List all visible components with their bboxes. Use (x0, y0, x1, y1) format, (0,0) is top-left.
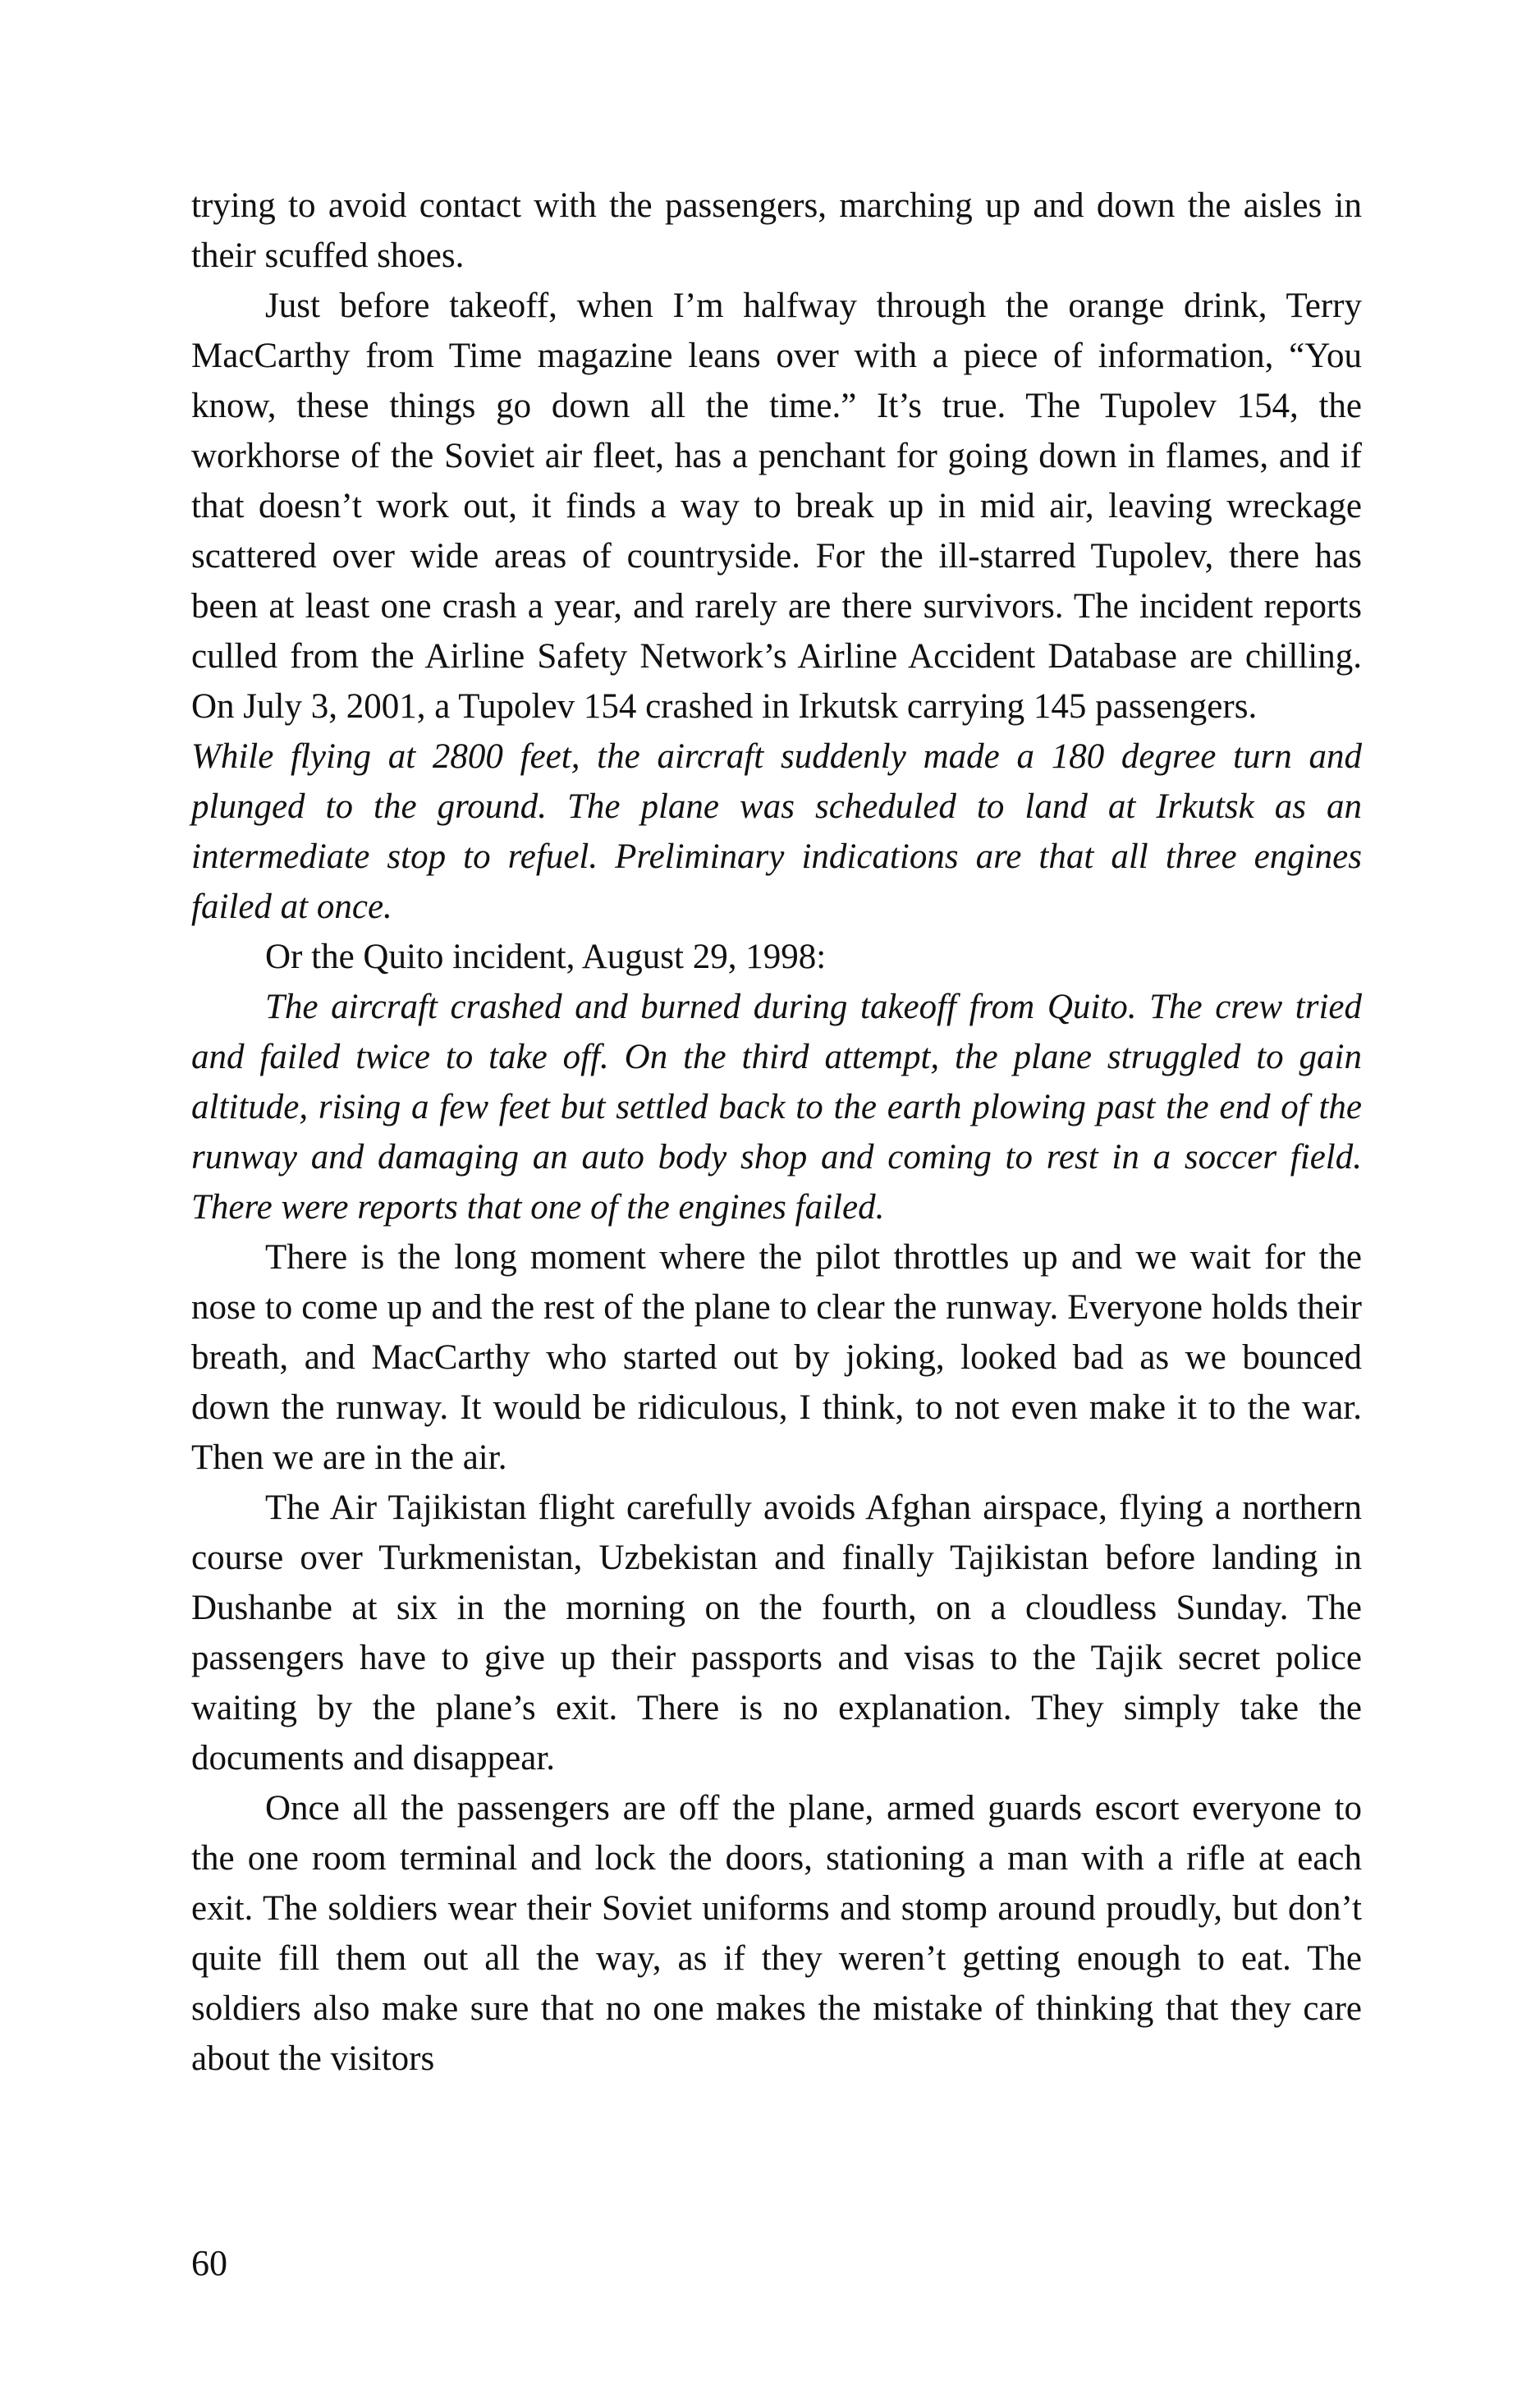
paragraph-continuation: trying to avoid contact with the passengers, marching up and down the aisles in their scuffed shoes. (191, 186, 1362, 275)
paragraph-takeoff: Just before takeoff, when I’m halfway through the orange drink, Terry MacCarthy from Time magazine leans over with a piece of information, “You know, these things go down all the time.” It’s true. The Tupolev 154, the workhorse of the Soviet air fleet, has a penchant for going down in flames, and if that doesn’t work out, it finds a way to break up in mid air, leaving wreckage scattered over wide areas of countryside. For the ill-starred Tupolev, there has been at least one crash a year, and rarely are there survivors. The incident reports culled from the Airline Safety Network’s Airline Accident Database are chilling. On July 3, 2001, a Tupolev 154 crashed in Irkutsk carrying 145 passengers. (191, 287, 1362, 726)
paragraph-throttle: There is the long moment where the pilot throttles up and we wait for the nose to come up and the rest of the plane to clear the runway. Everyone holds their breath, and MacCarthy who started out by joking, looked bad as we bounced down the runway. It would be ridiculous, I think, to not even make it to the war. Then we are in the air. (191, 1238, 1362, 1477)
paragraph-terminal: Once all the passengers are off the plane, armed guards escort everyone to the one room terminal and lock the doors, stationing a man with a rifle at each exit. The soldiers wear their Soviet uniforms and stomp around proudly, but don’t quite fill them out all the way, as if they weren’t getting enough to eat. The soldiers also make sure that no one makes the mistake of thinking that they care about the visitors (191, 1789, 1362, 2078)
paragraph-air-tajikistan: The Air Tajikistan flight carefully avoids Afghan airspace, flying a northern course over Turkmenistan, Uzbekistan and finally Tajikistan before landing in Dushanbe at six in the morning on the fourth, on a cloudless Sunday. The passengers have to give up their passports and visas to the Tajik secret police waiting by the plane’s exit. There is no explanation. They simply take the documents and disappear. (191, 1488, 1362, 1777)
quote-quito-incident: The aircraft crashed and burned during takeoff from Quito. The crew tried and failed twice to take off. On the third attempt, the plane struggled to gain altitude, rising a few feet but settled back to the earth plowing past the end of the runway and damaging an auto body shop and coming to rest in a soccer field. There were reports that one of the engines failed. (191, 988, 1362, 1227)
quote-irkutsk-incident: While flying at 2800 feet, the aircraft suddenly made a 180 degree turn and plunged to the ground. The plane was scheduled to land at Irkutsk as an intermediate stop to refuel. Preliminary indications are that all three engines failed at once. (191, 737, 1362, 926)
body-text (191, 181, 1362, 2084)
paragraph-quito-intro: Or the Quito incident, August 29, 1998: (265, 938, 827, 976)
page-number: 60 (191, 2243, 227, 2283)
